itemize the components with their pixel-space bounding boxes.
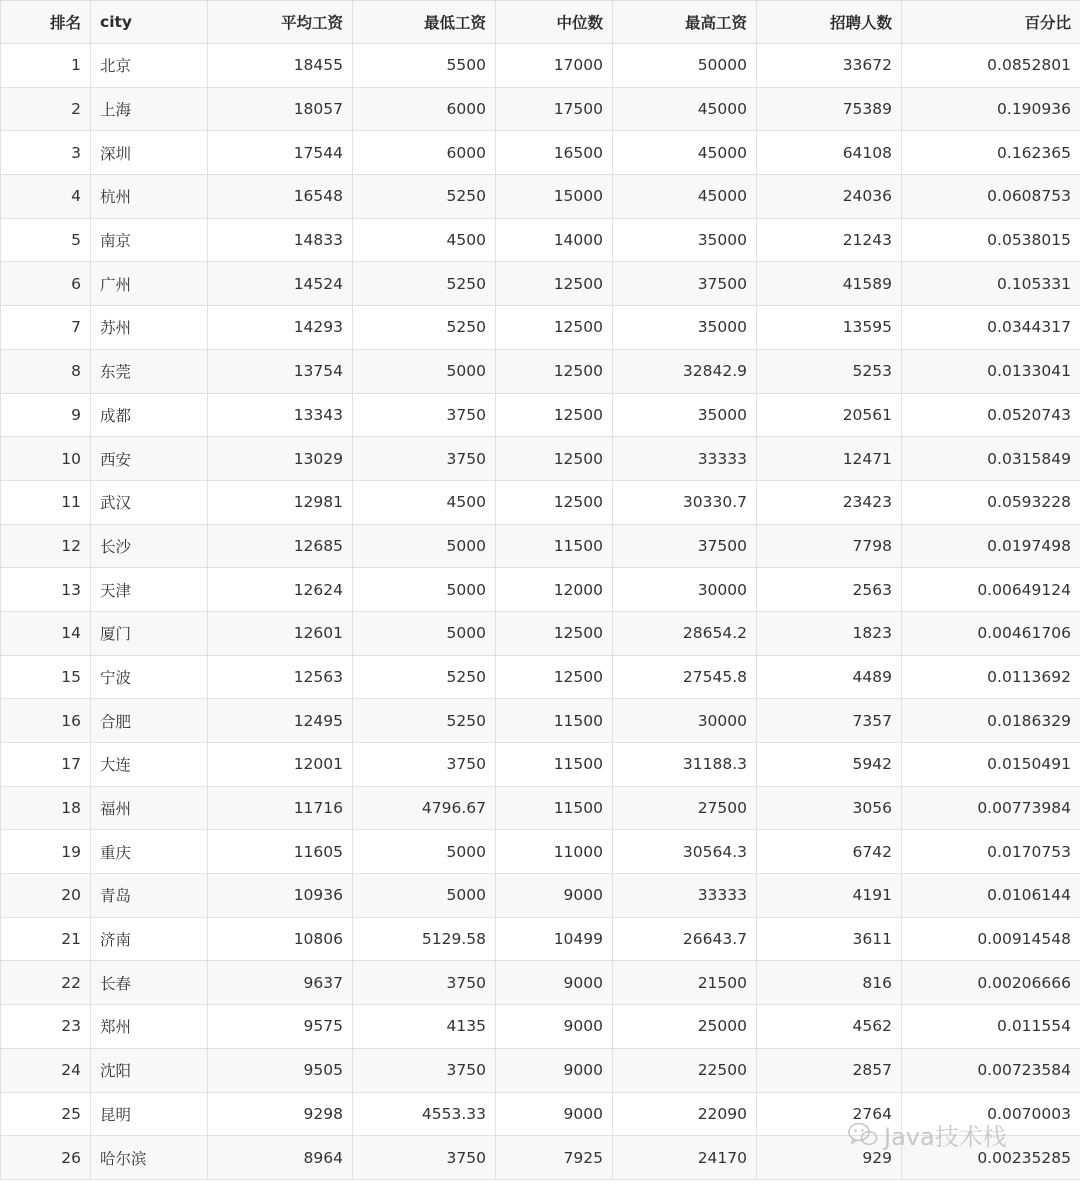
cell-city: 天津 (91, 568, 208, 612)
cell-avg-salary: 13343 (208, 393, 353, 437)
cell-max-salary: 32842.9 (613, 349, 757, 393)
cell-max-salary: 45000 (613, 131, 757, 175)
cell-percent: 0.00206666 (902, 961, 1080, 1005)
cell-avg-salary: 12685 (208, 524, 353, 568)
cell-city: 长沙 (91, 524, 208, 568)
cell-city: 东莞 (91, 349, 208, 393)
column-header-max-salary: 最高工资 (613, 1, 757, 44)
table-row (1, 175, 1080, 219)
cell-percent: 0.0315849 (902, 437, 1080, 481)
cell-min-salary: 4500 (353, 218, 496, 262)
cell-hires: 24036 (757, 175, 902, 219)
table-row (1, 349, 1080, 393)
cell-city: 杭州 (91, 175, 208, 219)
cell-city: 厦门 (91, 611, 208, 655)
cell-rank: 25 (1, 1092, 91, 1136)
table-row (1, 786, 1080, 830)
cell-hires: 7798 (757, 524, 902, 568)
table-row (1, 655, 1080, 699)
cell-hires: 20561 (757, 393, 902, 437)
cell-percent: 0.0593228 (902, 480, 1080, 524)
cell-median: 9000 (496, 1005, 613, 1049)
table-row (1, 524, 1080, 568)
cell-rank: 15 (1, 655, 91, 699)
cell-rank: 16 (1, 699, 91, 743)
cell-median: 12500 (496, 262, 613, 306)
cell-avg-salary: 13029 (208, 437, 353, 481)
cell-hires: 4191 (757, 874, 902, 918)
cell-hires: 2563 (757, 568, 902, 612)
cell-avg-salary: 8964 (208, 1136, 353, 1180)
cell-city: 宁波 (91, 655, 208, 699)
column-header-avg-salary: 平均工资 (208, 1, 353, 44)
cell-city: 郑州 (91, 1005, 208, 1049)
cell-hires: 5942 (757, 743, 902, 787)
cell-percent: 0.00773984 (902, 786, 1080, 830)
cell-median: 11500 (496, 786, 613, 830)
cell-max-salary: 37500 (613, 524, 757, 568)
cell-min-salary: 4135 (353, 1005, 496, 1049)
cell-hires: 41589 (757, 262, 902, 306)
cell-max-salary: 26643.7 (613, 917, 757, 961)
cell-avg-salary: 10806 (208, 917, 353, 961)
cell-rank: 26 (1, 1136, 91, 1180)
cell-median: 12500 (496, 349, 613, 393)
cell-city: 沈阳 (91, 1048, 208, 1092)
cell-max-salary: 45000 (613, 175, 757, 219)
cell-median: 10499 (496, 917, 613, 961)
cell-percent: 0.0852801 (902, 44, 1080, 88)
cell-percent: 0.0133041 (902, 349, 1080, 393)
cell-city: 成都 (91, 393, 208, 437)
cell-city: 西安 (91, 437, 208, 481)
cell-max-salary: 27545.8 (613, 655, 757, 699)
cell-percent: 0.0520743 (902, 393, 1080, 437)
cell-avg-salary: 11605 (208, 830, 353, 874)
cell-percent: 0.0150491 (902, 743, 1080, 787)
table-row (1, 1092, 1080, 1136)
cell-min-salary: 5000 (353, 524, 496, 568)
cell-max-salary: 22090 (613, 1092, 757, 1136)
table-row (1, 306, 1080, 350)
cell-avg-salary: 12563 (208, 655, 353, 699)
cell-hires: 7357 (757, 699, 902, 743)
cell-city: 福州 (91, 786, 208, 830)
cell-avg-salary: 14293 (208, 306, 353, 350)
cell-min-salary: 5000 (353, 568, 496, 612)
cell-hires: 6742 (757, 830, 902, 874)
cell-hires: 2857 (757, 1048, 902, 1092)
cell-percent: 0.0106144 (902, 874, 1080, 918)
column-header-min-salary: 最低工资 (353, 1, 496, 44)
cell-rank: 10 (1, 437, 91, 481)
cell-percent: 0.0538015 (902, 218, 1080, 262)
cell-hires: 1823 (757, 611, 902, 655)
cell-max-salary: 27500 (613, 786, 757, 830)
cell-rank: 5 (1, 218, 91, 262)
cell-avg-salary: 14833 (208, 218, 353, 262)
cell-min-salary: 5000 (353, 611, 496, 655)
cell-max-salary: 22500 (613, 1048, 757, 1092)
cell-max-salary: 31188.3 (613, 743, 757, 787)
cell-hires: 23423 (757, 480, 902, 524)
cell-city: 北京 (91, 44, 208, 88)
cell-max-salary: 25000 (613, 1005, 757, 1049)
cell-city: 青岛 (91, 874, 208, 918)
cell-avg-salary: 12601 (208, 611, 353, 655)
cell-avg-salary: 12624 (208, 568, 353, 612)
cell-hires: 3611 (757, 917, 902, 961)
header-row (1, 1, 1080, 44)
cell-min-salary: 3750 (353, 437, 496, 481)
cell-percent: 0.011554 (902, 1005, 1080, 1049)
table-row (1, 131, 1080, 175)
cell-percent: 0.00649124 (902, 568, 1080, 612)
cell-median: 17000 (496, 44, 613, 88)
cell-hires: 816 (757, 961, 902, 1005)
watermark-text: Java技术栈 (884, 1123, 1007, 1151)
cell-city: 合肥 (91, 699, 208, 743)
cell-min-salary: 5250 (353, 262, 496, 306)
cell-hires: 13595 (757, 306, 902, 350)
cell-rank: 14 (1, 611, 91, 655)
table-row (1, 218, 1080, 262)
cell-median: 11500 (496, 524, 613, 568)
cell-hires: 5253 (757, 349, 902, 393)
table-row (1, 44, 1080, 88)
cell-rank: 23 (1, 1005, 91, 1049)
cell-rank: 17 (1, 743, 91, 787)
cell-rank: 18 (1, 786, 91, 830)
cell-median: 9000 (496, 1048, 613, 1092)
cell-avg-salary: 13754 (208, 349, 353, 393)
cell-city: 上海 (91, 87, 208, 131)
cell-min-salary: 4553.33 (353, 1092, 496, 1136)
cell-max-salary: 30564.3 (613, 830, 757, 874)
cell-city: 苏州 (91, 306, 208, 350)
cell-percent: 0.0113692 (902, 655, 1080, 699)
cell-min-salary: 5000 (353, 830, 496, 874)
cell-avg-salary: 12981 (208, 480, 353, 524)
table-row (1, 87, 1080, 131)
cell-max-salary: 37500 (613, 262, 757, 306)
cell-rank: 12 (1, 524, 91, 568)
table-row (1, 743, 1080, 787)
cell-avg-salary: 10936 (208, 874, 353, 918)
cell-percent: 0.00235285 (902, 1136, 1080, 1180)
cell-percent: 0.0170753 (902, 830, 1080, 874)
table-row (1, 874, 1080, 918)
cell-hires: 12471 (757, 437, 902, 481)
cell-median: 15000 (496, 175, 613, 219)
cell-median: 9000 (496, 961, 613, 1005)
cell-median: 12500 (496, 655, 613, 699)
cell-max-salary: 50000 (613, 44, 757, 88)
cell-max-salary: 30000 (613, 699, 757, 743)
table-row (1, 568, 1080, 612)
table-row (1, 480, 1080, 524)
cell-median: 11500 (496, 699, 613, 743)
cell-avg-salary: 16548 (208, 175, 353, 219)
cell-median: 12500 (496, 437, 613, 481)
cell-median: 9000 (496, 874, 613, 918)
cell-rank: 24 (1, 1048, 91, 1092)
cell-min-salary: 3750 (353, 393, 496, 437)
cell-median: 12500 (496, 306, 613, 350)
column-header-median: 中位数 (496, 1, 613, 44)
column-header-hires: 招聘人数 (757, 1, 902, 44)
cell-hires: 4489 (757, 655, 902, 699)
cell-median: 12500 (496, 611, 613, 655)
column-header-percent: 百分比 (902, 1, 1080, 44)
table-row (1, 1005, 1080, 1049)
cell-avg-salary: 12001 (208, 743, 353, 787)
cell-hires: 929 (757, 1136, 902, 1180)
cell-avg-salary: 12495 (208, 699, 353, 743)
cell-percent: 0.0608753 (902, 175, 1080, 219)
cell-median: 11500 (496, 743, 613, 787)
cell-city: 大连 (91, 743, 208, 787)
cell-min-salary: 5000 (353, 349, 496, 393)
cell-rank: 22 (1, 961, 91, 1005)
cell-median: 16500 (496, 131, 613, 175)
cell-min-salary: 5250 (353, 655, 496, 699)
table-row (1, 830, 1080, 874)
cell-max-salary: 45000 (613, 87, 757, 131)
table-row (1, 437, 1080, 481)
cell-rank: 13 (1, 568, 91, 612)
table-row (1, 1048, 1080, 1092)
cell-percent: 0.00914548 (902, 917, 1080, 961)
cell-rank: 3 (1, 131, 91, 175)
cell-min-salary: 4796.67 (353, 786, 496, 830)
cell-city: 深圳 (91, 131, 208, 175)
cell-max-salary: 28654.2 (613, 611, 757, 655)
cell-min-salary: 5129.58 (353, 917, 496, 961)
cell-median: 17500 (496, 87, 613, 131)
cell-avg-salary: 9637 (208, 961, 353, 1005)
cell-percent: 0.0070003 (902, 1092, 1080, 1136)
cell-hires: 21243 (757, 218, 902, 262)
cell-avg-salary: 14524 (208, 262, 353, 306)
cell-percent: 0.105331 (902, 262, 1080, 306)
cell-min-salary: 4500 (353, 480, 496, 524)
cell-avg-salary: 17544 (208, 131, 353, 175)
cell-rank: 9 (1, 393, 91, 437)
cell-min-salary: 6000 (353, 87, 496, 131)
cell-max-salary: 24170 (613, 1136, 757, 1180)
cell-max-salary: 21500 (613, 961, 757, 1005)
cell-rank: 19 (1, 830, 91, 874)
cell-max-salary: 35000 (613, 306, 757, 350)
cell-rank: 7 (1, 306, 91, 350)
cell-avg-salary: 9505 (208, 1048, 353, 1092)
cell-min-salary: 5250 (353, 306, 496, 350)
cell-percent: 0.00723584 (902, 1048, 1080, 1092)
cell-city: 济南 (91, 917, 208, 961)
cell-hires: 2764 (757, 1092, 902, 1136)
cell-min-salary: 6000 (353, 131, 496, 175)
cell-min-salary: 3750 (353, 1048, 496, 1092)
cell-avg-salary: 9298 (208, 1092, 353, 1136)
table-row (1, 961, 1080, 1005)
cell-min-salary: 5000 (353, 874, 496, 918)
cell-city: 广州 (91, 262, 208, 306)
cell-median: 9000 (496, 1092, 613, 1136)
cell-median: 11000 (496, 830, 613, 874)
cell-percent: 0.00461706 (902, 611, 1080, 655)
cell-percent: 0.0186329 (902, 699, 1080, 743)
cell-avg-salary: 11716 (208, 786, 353, 830)
cell-median: 14000 (496, 218, 613, 262)
table-body (1, 44, 1080, 1180)
cell-hires: 33672 (757, 44, 902, 88)
cell-min-salary: 3750 (353, 961, 496, 1005)
table-row (1, 1136, 1080, 1180)
column-header-rank: 排名 (1, 1, 91, 44)
cell-city: 南京 (91, 218, 208, 262)
cell-percent: 0.190936 (902, 87, 1080, 131)
cell-percent: 0.0344317 (902, 306, 1080, 350)
cell-city: 重庆 (91, 830, 208, 874)
cell-median: 12500 (496, 393, 613, 437)
cell-rank: 21 (1, 917, 91, 961)
cell-rank: 4 (1, 175, 91, 219)
table-row (1, 917, 1080, 961)
cell-rank: 11 (1, 480, 91, 524)
cell-hires: 64108 (757, 131, 902, 175)
table-header (1, 1, 1080, 44)
cell-max-salary: 33333 (613, 874, 757, 918)
cell-city: 昆明 (91, 1092, 208, 1136)
cell-max-salary: 35000 (613, 218, 757, 262)
cell-avg-salary: 9575 (208, 1005, 353, 1049)
cell-city: 哈尔滨 (91, 1136, 208, 1180)
cell-min-salary: 5250 (353, 699, 496, 743)
cell-city: 长春 (91, 961, 208, 1005)
cell-min-salary: 3750 (353, 1136, 496, 1180)
cell-hires: 4562 (757, 1005, 902, 1049)
table-row (1, 699, 1080, 743)
cell-rank: 1 (1, 44, 91, 88)
cell-hires: 75389 (757, 87, 902, 131)
cell-max-salary: 30000 (613, 568, 757, 612)
cell-max-salary: 30330.7 (613, 480, 757, 524)
cell-median: 12500 (496, 480, 613, 524)
cell-rank: 6 (1, 262, 91, 306)
cell-rank: 8 (1, 349, 91, 393)
cell-min-salary: 5250 (353, 175, 496, 219)
cell-hires: 3056 (757, 786, 902, 830)
cell-max-salary: 35000 (613, 393, 757, 437)
cell-min-salary: 5500 (353, 44, 496, 88)
table-row (1, 262, 1080, 306)
cell-rank: 20 (1, 874, 91, 918)
cell-max-salary: 33333 (613, 437, 757, 481)
cell-rank: 2 (1, 87, 91, 131)
cell-min-salary: 3750 (353, 743, 496, 787)
table-row (1, 393, 1080, 437)
cell-percent: 0.162365 (902, 131, 1080, 175)
cell-percent: 0.0197498 (902, 524, 1080, 568)
cell-median: 12000 (496, 568, 613, 612)
cell-median: 7925 (496, 1136, 613, 1180)
column-header-city: city (91, 1, 208, 44)
cell-avg-salary: 18057 (208, 87, 353, 131)
table-row (1, 611, 1080, 655)
cell-avg-salary: 18455 (208, 44, 353, 88)
cell-city: 武汉 (91, 480, 208, 524)
